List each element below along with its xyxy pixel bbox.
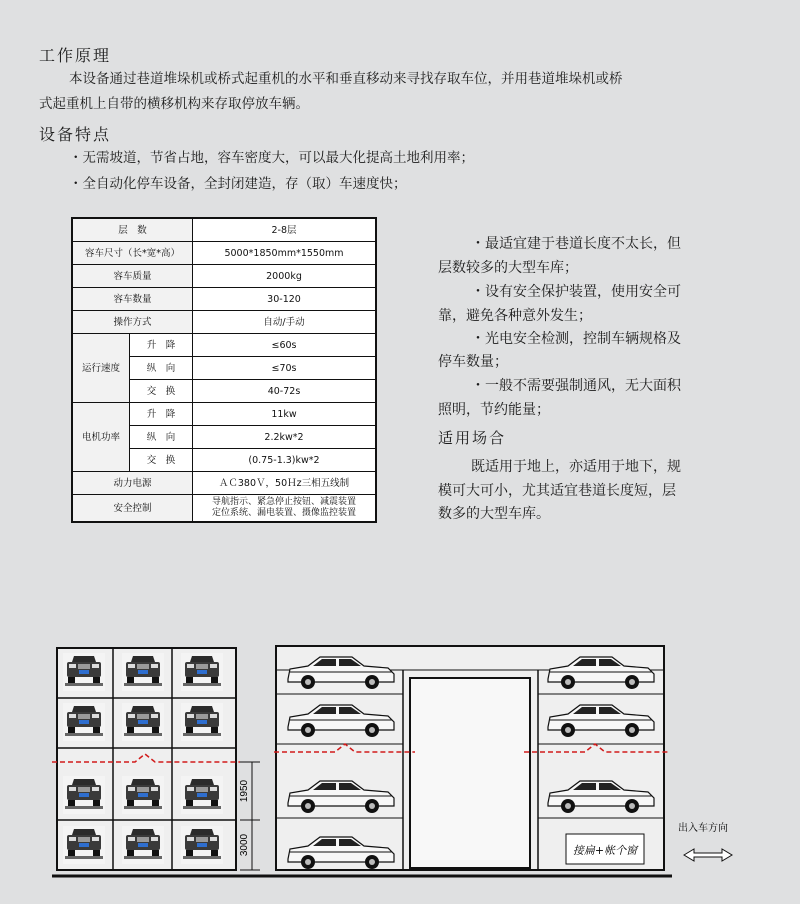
side-view-rack bbox=[274, 646, 668, 870]
spec-value-supply: ＡＣ380Ｖ，50Ｈz三相五线制 bbox=[193, 472, 377, 495]
feature-bullet-2: ・全自动化停车设备，全封闭建造，存（取）车速度快； bbox=[69, 176, 407, 192]
spec-label-layers: 层 数 bbox=[72, 218, 193, 242]
spec-value-mass: 2000kg bbox=[193, 265, 377, 288]
right-bullet4-line2: 照明，节约能量； bbox=[438, 402, 550, 418]
spec-label-capacity: 容车数量 bbox=[72, 288, 193, 311]
spec-label-mass: 容车质量 bbox=[72, 265, 193, 288]
spec-label-speed: 运行速度 bbox=[72, 334, 130, 403]
spec-label-size: 容车尺寸（长*宽*高） bbox=[72, 242, 193, 265]
right-bullet4-line1: ・一般不需要强制通风，无大面积 bbox=[471, 378, 681, 394]
spec-sub-speed-longitudinal: 纵 向 bbox=[130, 357, 193, 380]
spec-label-power: 电机功率 bbox=[72, 403, 130, 472]
spec-value-power-exchange: (0.75-1.3)kw*2 bbox=[193, 449, 377, 472]
spec-sub-speed-lift: 升 降 bbox=[130, 334, 193, 357]
spec-sub-speed-exchange: 交 换 bbox=[130, 380, 193, 403]
dimension-lower: 3000 bbox=[239, 833, 250, 857]
front-view-rack bbox=[52, 648, 260, 870]
direction-label: 出入车方向 bbox=[678, 823, 728, 834]
spec-value-power-longitudinal: 2.2kw*2 bbox=[193, 426, 377, 449]
spec-value-power-lift: 11kw bbox=[193, 403, 377, 426]
spec-value-capacity: 30-120 bbox=[193, 288, 377, 311]
spec-value-speed-longitudinal: ≤70s bbox=[193, 357, 377, 380]
spec-label-safety: 安全控制 bbox=[72, 495, 193, 523]
spec-value-safety-line1: 导航指示、紧急停止按钮、减震装置 bbox=[211, 497, 356, 507]
principle-text-line1: 本设备通过巷道堆垛机或桥式起重机的水平和垂直移动来寻找存取车位，并用巷道堆垛机或桥 bbox=[69, 71, 623, 87]
spec-label-supply: 动力电源 bbox=[72, 472, 193, 495]
applications-text-line3: 数多的大型车库。 bbox=[438, 506, 550, 522]
signature-text: 接扁+帐个窗 bbox=[572, 844, 638, 857]
right-bullet2-line2: 靠，避免各种意外发生； bbox=[438, 308, 592, 324]
spec-value-speed-lift: ≤60s bbox=[193, 334, 377, 357]
principle-text-line2: 式起重机上自带的横移机构来存取停放车辆。 bbox=[39, 96, 309, 112]
feature-bullet-1: ・无需坡道，节省占地，容车密度大，可以最大化提高土地利用率； bbox=[69, 150, 474, 166]
spec-value-size: 5000*1850mm*1550mm bbox=[193, 242, 377, 265]
spec-sub-power-exchange: 交 换 bbox=[130, 449, 193, 472]
section-title-principle: 工作原理 bbox=[39, 46, 112, 65]
right-bullet1-line1: ・最适宜建于巷道长度不太长，但 bbox=[471, 236, 681, 252]
applications-text-line1: 既适用于地上，亦适用于地下，规 bbox=[471, 459, 681, 475]
section-title-applications: 适用场合 bbox=[438, 429, 507, 447]
spec-value-safety-line2: 定位系统、漏电装置、摄像监控装置 bbox=[211, 508, 356, 518]
applications-text-line2: 模可大可小，尤其适宜巷道长度短，层 bbox=[438, 483, 676, 499]
spec-value-speed-exchange: 40-72s bbox=[193, 380, 377, 403]
dimension-upper: 1950 bbox=[239, 779, 250, 803]
right-bullet1-line2: 层数较多的大型车库； bbox=[438, 260, 578, 276]
double-arrow-icon bbox=[684, 849, 732, 861]
spec-label-operation: 操作方式 bbox=[72, 311, 193, 334]
spec-sub-power-lift: 升 降 bbox=[130, 403, 193, 426]
spec-value-layers: 2-8层 bbox=[193, 218, 377, 242]
right-bullet3-line2: 停车数量； bbox=[438, 354, 508, 370]
spec-sub-power-longitudinal: 纵 向 bbox=[130, 426, 193, 449]
right-bullet2-line1: ・设有安全保护装置，使用安全可 bbox=[471, 284, 681, 300]
section-title-features: 设备特点 bbox=[39, 125, 112, 144]
spec-value-operation: 自动/手动 bbox=[193, 311, 377, 334]
right-bullet3-line1: ・光电安全检测，控制车辆规格及 bbox=[471, 331, 681, 347]
